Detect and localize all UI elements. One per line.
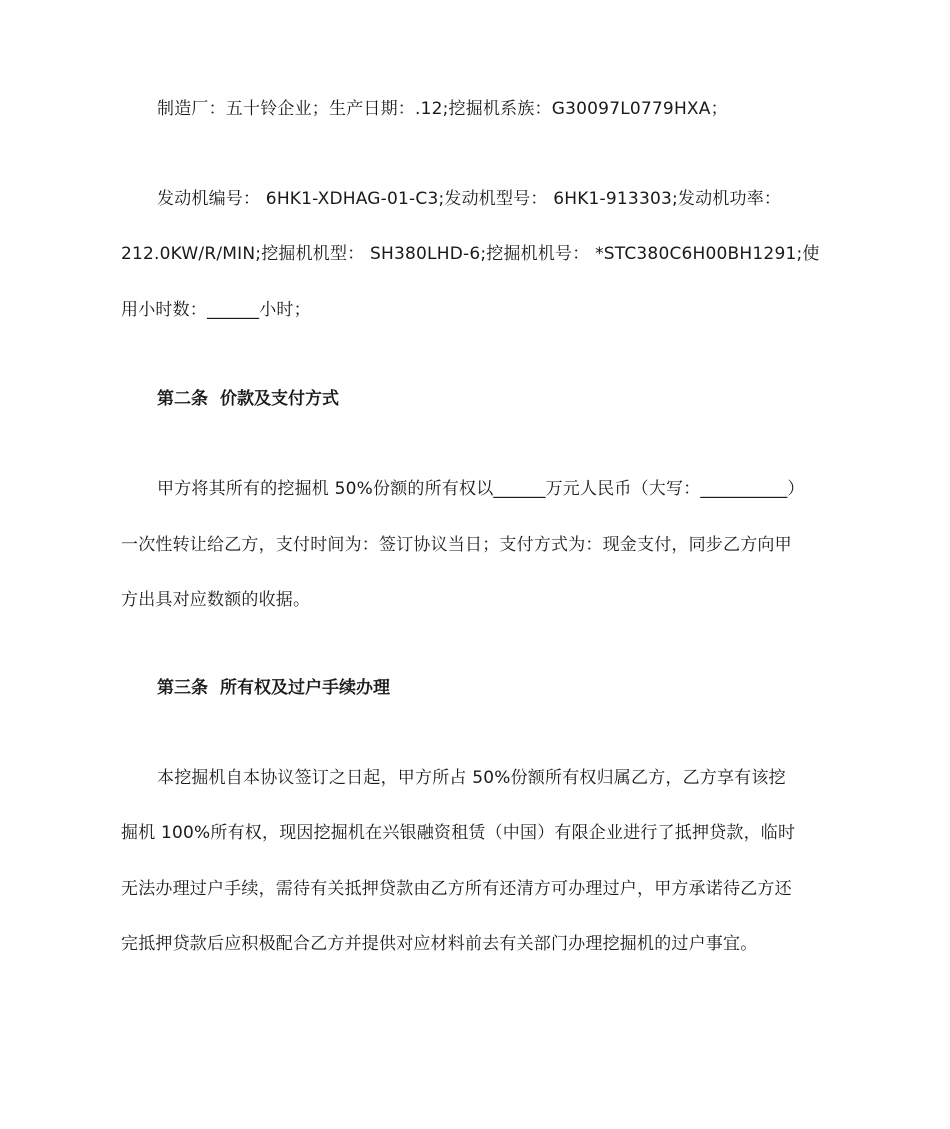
manufacturer-line: 制造厂：五十铃企业；生产日期：.12;挖掘机系族：G30097L0779HXA；: [157, 99, 728, 119]
ownership-line-3: 无法办理过户手续，需待有关抵押贷款由乙方所有还清方可办理过户，甲方承诺待乙方还: [121, 879, 792, 899]
section-title: 价款及支付方式: [220, 389, 339, 409]
engine-info-line-3: 用小时数：______小时；: [121, 300, 311, 320]
section-heading-2: [157, 387, 339, 411]
engine-info-line-1: 发动机编号： 6HK1-XDHAG-01-C3;发动机型号： 6HK1-913303;发动机功率：: [157, 189, 782, 209]
payment-line-1: 甲方将其所有的挖掘机 50%份额的所有权以______万元人民币（大写：__________）: [157, 479, 805, 499]
payment-line-2: 一次性转让给乙方，支付时间为：签订协议当日；支付方式为：现金支付，同步乙方向甲: [121, 535, 792, 555]
ownership-line-4: 完抵押贷款后应积极配合乙方并提供对应材料前去有关部门办理挖掘机的过户事宜。: [121, 934, 758, 954]
section-number: 第三条: [157, 678, 208, 698]
payment-line-3: 方出具对应数额的收据。: [121, 590, 311, 610]
section-number: 第二条: [157, 389, 208, 409]
section-heading-3: [157, 676, 390, 700]
engine-info-line-2: 212.0KW/R/MIN;挖掘机机型： SH380LHD-6;挖掘机机号： *STC380C6H00BH1291;使: [121, 244, 820, 264]
ownership-line-2: 掘机 100%所有权，现因挖掘机在兴银融资租赁（中国）有限企业进行了抵押贷款，临时: [121, 823, 796, 843]
section-title: 所有权及过户手续办理: [220, 678, 390, 698]
ownership-line-1: 本挖掘机自本协议签订之日起，甲方所占 50%份额所有权归属乙方，乙方享有该挖: [157, 768, 786, 788]
